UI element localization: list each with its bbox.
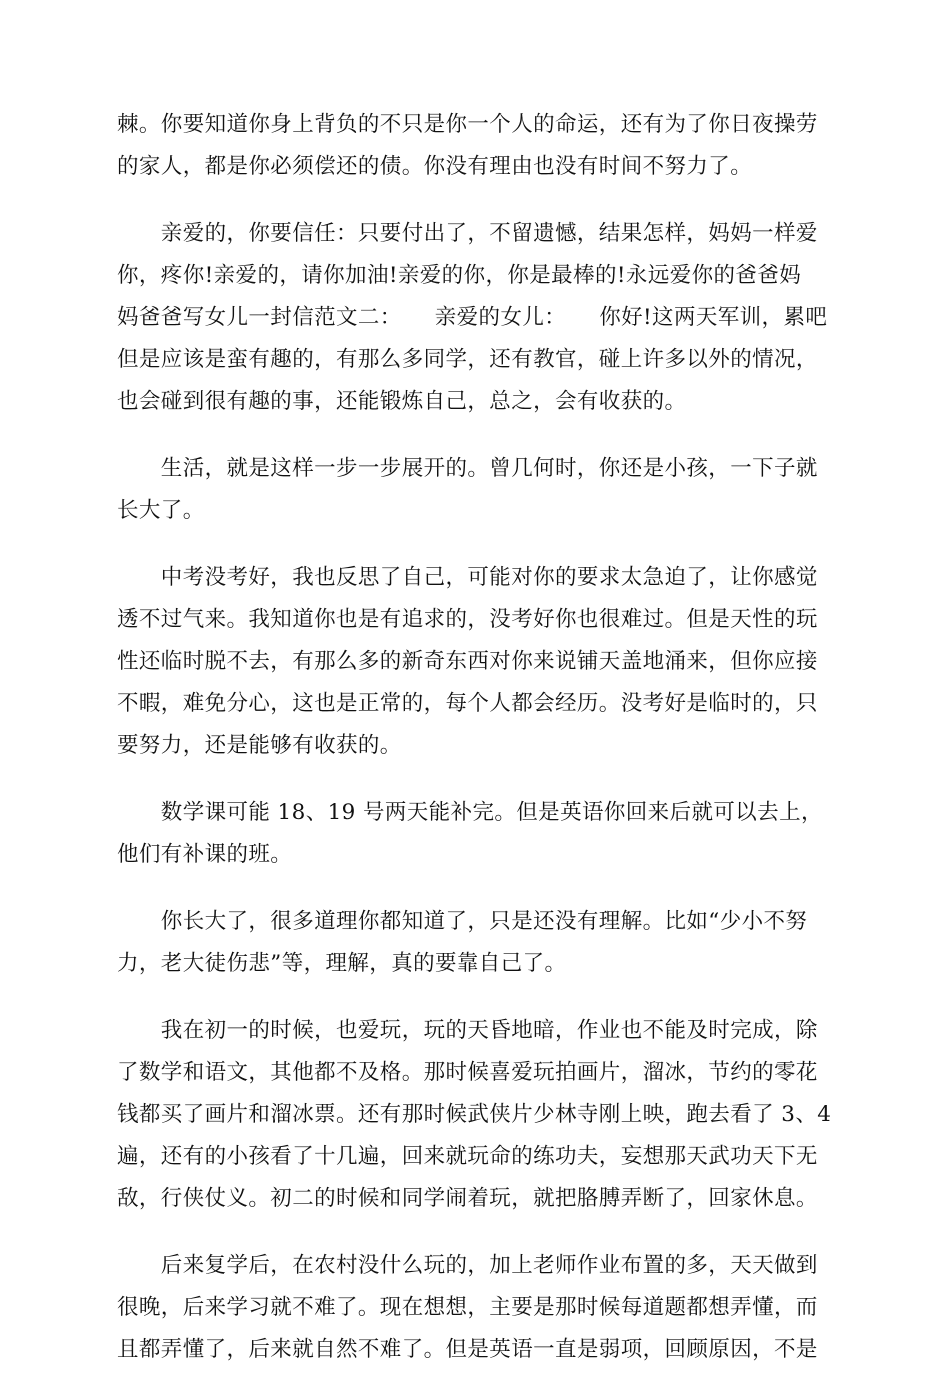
text-line: 长大了。	[117, 498, 205, 523]
text-line: 钱都买了画片和溜冰票。还有那时候武侠片少林寺刚上映，跑去看了 3、4	[117, 1102, 832, 1127]
text-line: 棘。你要知道你身上背负的不只是你一个人的命运，还有为了你日夜操劳	[117, 112, 818, 137]
text-line: 我在初一的时候，也爱玩，玩的天昏地暗，作业也不能及时完成，除	[117, 1018, 818, 1043]
document-body	[117, 104, 833, 1396]
text-line: 的家人，都是你必须偿还的债。你没有理由也没有时间不努力了。	[117, 154, 753, 179]
text-line: 且都弄懂了，后来就自然不难了。但是英语一直是弱项，回顾原因，不是	[117, 1337, 818, 1362]
text-line: 敌，行侠仗义。初二的时候和同学闹着玩，就把胳膊弄断了，回家休息。	[117, 1186, 818, 1211]
text-line: 了数学和语文，其他都不及格。那时候喜爱玩拍画片，溜冰，节约的零花	[117, 1060, 818, 1085]
text-line: 性还临时脱不去，有那么多的新奇东西对你来说铺天盖地涌来，但你应接	[117, 649, 818, 674]
text-line: 但是应该是蛮有趣的，有那么多同学，还有教官，碰上许多以外的情况，	[117, 347, 818, 372]
text-line: 后来复学后，在农村没什么玩的，加上老师作业布置的多，天天做到	[117, 1253, 818, 1278]
text-line: 力，老大徒伤悲”等，理解，真的要靠自己了。	[117, 951, 567, 976]
text-line: 中考没考好，我也反思了自己，可能对你的要求太急迫了，让你感觉	[117, 565, 818, 590]
paragraph-8	[117, 1245, 833, 1371]
text-line: 他们有补课的班。	[117, 842, 293, 867]
paragraph-3	[117, 448, 833, 532]
paragraph-6	[117, 901, 833, 985]
text-line: 透不过气来。我知道你也是有追求的，没考好你也很难过。但是天性的玩	[117, 607, 818, 632]
text-line: 不暇，难免分心，这也是正常的，每个人都会经历。没考好是临时的，只	[117, 691, 818, 716]
text-line: 数学课可能 18、19 号两天能补完。但是英语你回来后就可以去上，	[117, 800, 823, 825]
text-line: 妈爸爸写女儿一封信范文二： 亲爱的女儿： 你好!这两天军训，累吧	[117, 305, 828, 330]
paragraph-7	[117, 1010, 833, 1220]
paragraph-5	[117, 792, 833, 876]
text-line: 很晚，后来学习就不难了。现在想想，主要是那时候每道题都想弄懂，而	[117, 1295, 818, 1320]
text-line: 也会碰到很有趣的事，还能锻炼自己，总之，会有收获的。	[117, 389, 687, 414]
text-line: 亲爱的，你要信任：只要付出了，不留遗憾，结果怎样，妈妈一样爱	[117, 221, 818, 246]
paragraph-2	[117, 213, 833, 423]
text-line: 遍，还有的小孩看了十几遍，回来就玩命的练功夫，妄想那天武功天下无	[117, 1144, 818, 1169]
text-line: 要努力，还是能够有收获的。	[117, 733, 402, 758]
text-line: 你，疼你!亲爱的，请你加油!亲爱的你，你是最棒的!永远爱你的爸爸妈	[117, 263, 802, 288]
text-line: 你长大了，很多道理你都知道了，只是还没有理解。比如“少小不努	[117, 909, 808, 934]
paragraph-1	[117, 104, 833, 188]
text-line: 生活，就是这样一步一步展开的。曾几何时，你还是小孩，一下子就	[117, 456, 818, 481]
paragraph-4	[117, 557, 833, 767]
